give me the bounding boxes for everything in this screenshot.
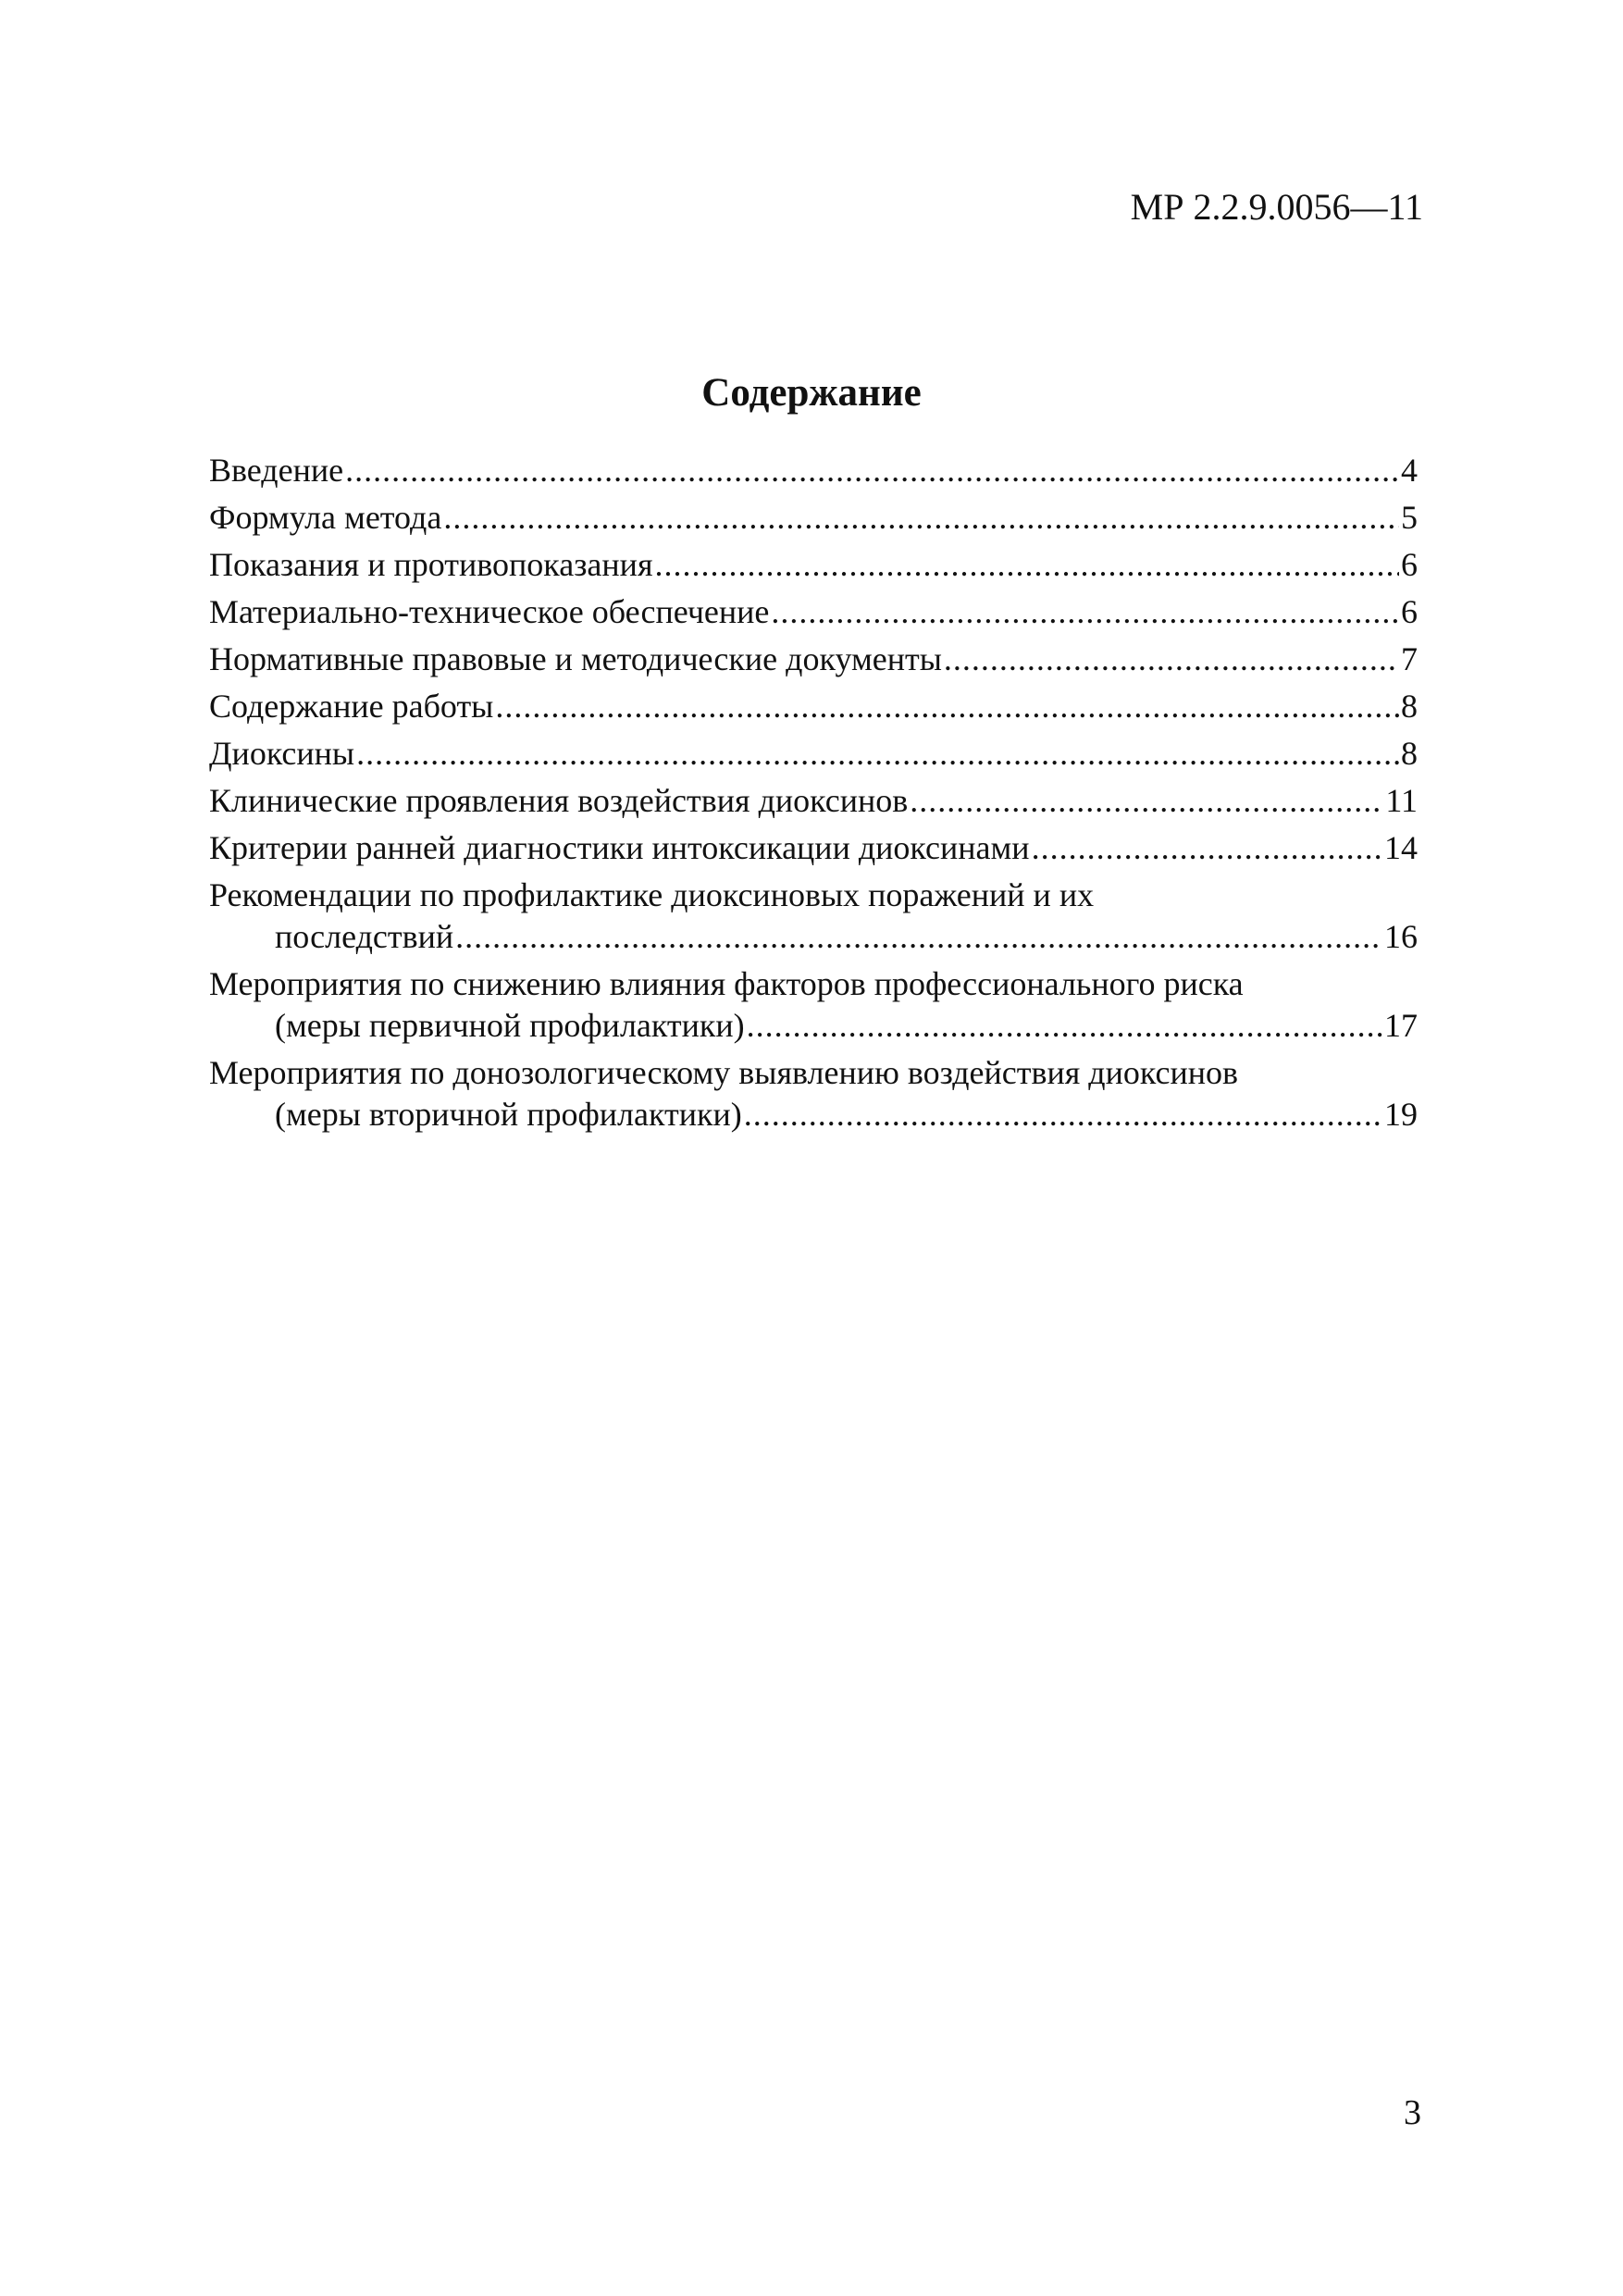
toc-entry-page: 11 (1385, 782, 1418, 819)
toc-dot-leader (345, 450, 1399, 491)
toc-entry[interactable] (209, 827, 1418, 869)
document-code: МР 2.2.9.0056—11 (1130, 186, 1423, 228)
toc-entry-label-continued: (меры первичной профилактики) (275, 1007, 745, 1044)
toc-entry-page: 6 (1401, 593, 1418, 630)
toc-entry-label: Показания и противопоказания (209, 546, 653, 583)
toc-dot-leader (455, 916, 1382, 958)
page-number: 3 (1404, 2093, 1421, 2132)
toc-dot-leader (944, 639, 1399, 680)
toc-entry-label-continued: последствий (275, 918, 454, 955)
toc-entry[interactable] (209, 686, 1418, 727)
toc-entry[interactable] (209, 1052, 1418, 1136)
toc-entry-label: Диоксины (209, 735, 355, 772)
toc-entry[interactable] (209, 591, 1418, 633)
toc-entry-label: Клинические проявления воздействия диоксинов (209, 782, 909, 819)
toc-entry[interactable] (209, 497, 1418, 539)
toc-entry-label: Формула метода (209, 499, 442, 536)
toc-dot-leader (744, 1094, 1382, 1136)
toc-entry[interactable] (209, 544, 1418, 586)
toc-entry[interactable] (209, 875, 1418, 958)
toc-title: Содержание (701, 371, 922, 415)
toc-entry[interactable] (209, 639, 1418, 680)
toc-entry-page: 4 (1401, 452, 1418, 489)
toc-entry-page: 5 (1401, 499, 1418, 536)
toc-entry[interactable] (209, 963, 1418, 1047)
toc-entry-label: Материально-техническое обеспечение (209, 593, 770, 630)
toc-entry-page: 17 (1384, 1007, 1418, 1044)
toc-entry-page: 16 (1384, 918, 1418, 955)
toc-entry-label-continued: (меры вторичной профилактики) (275, 1096, 742, 1133)
toc-entry-page: 7 (1401, 640, 1418, 677)
toc-entry[interactable] (209, 780, 1418, 822)
toc-entry[interactable] (209, 450, 1418, 491)
toc-dot-leader (356, 733, 1399, 775)
toc-dot-leader (771, 591, 1399, 633)
toc-entry-label: Введение (209, 452, 344, 489)
toc-dot-leader (655, 544, 1400, 586)
toc-entry-page: 19 (1384, 1096, 1418, 1133)
toc-entry-label: Мероприятия по снижению влияния факторов профессионального риска (209, 965, 1244, 1002)
table-of-contents (209, 450, 1418, 1141)
toc-entry-label: Содержание работы (209, 688, 494, 725)
toc-dot-leader (495, 686, 1399, 727)
toc-entry-page: 8 (1401, 735, 1418, 772)
toc-entry[interactable] (209, 733, 1418, 775)
toc-dot-leader (443, 497, 1399, 539)
toc-dot-leader (747, 1005, 1382, 1047)
toc-entry-label: Рекомендации по профилактике диоксиновых поражений и их (209, 876, 1095, 913)
toc-dot-leader (1032, 827, 1382, 869)
toc-dot-leader (910, 780, 1383, 822)
toc-entry-label: Нормативные правовые и методические документы (209, 640, 942, 677)
toc-entry-page: 6 (1401, 546, 1418, 583)
toc-entry-page: 8 (1401, 688, 1418, 725)
toc-entry-label: Мероприятия по донозологическому выявлению воздействия диоксинов (209, 1054, 1238, 1091)
toc-entry-page: 14 (1384, 829, 1418, 866)
toc-entry-label: Критерии ранней диагностики интоксикации диоксинами (209, 829, 1030, 866)
